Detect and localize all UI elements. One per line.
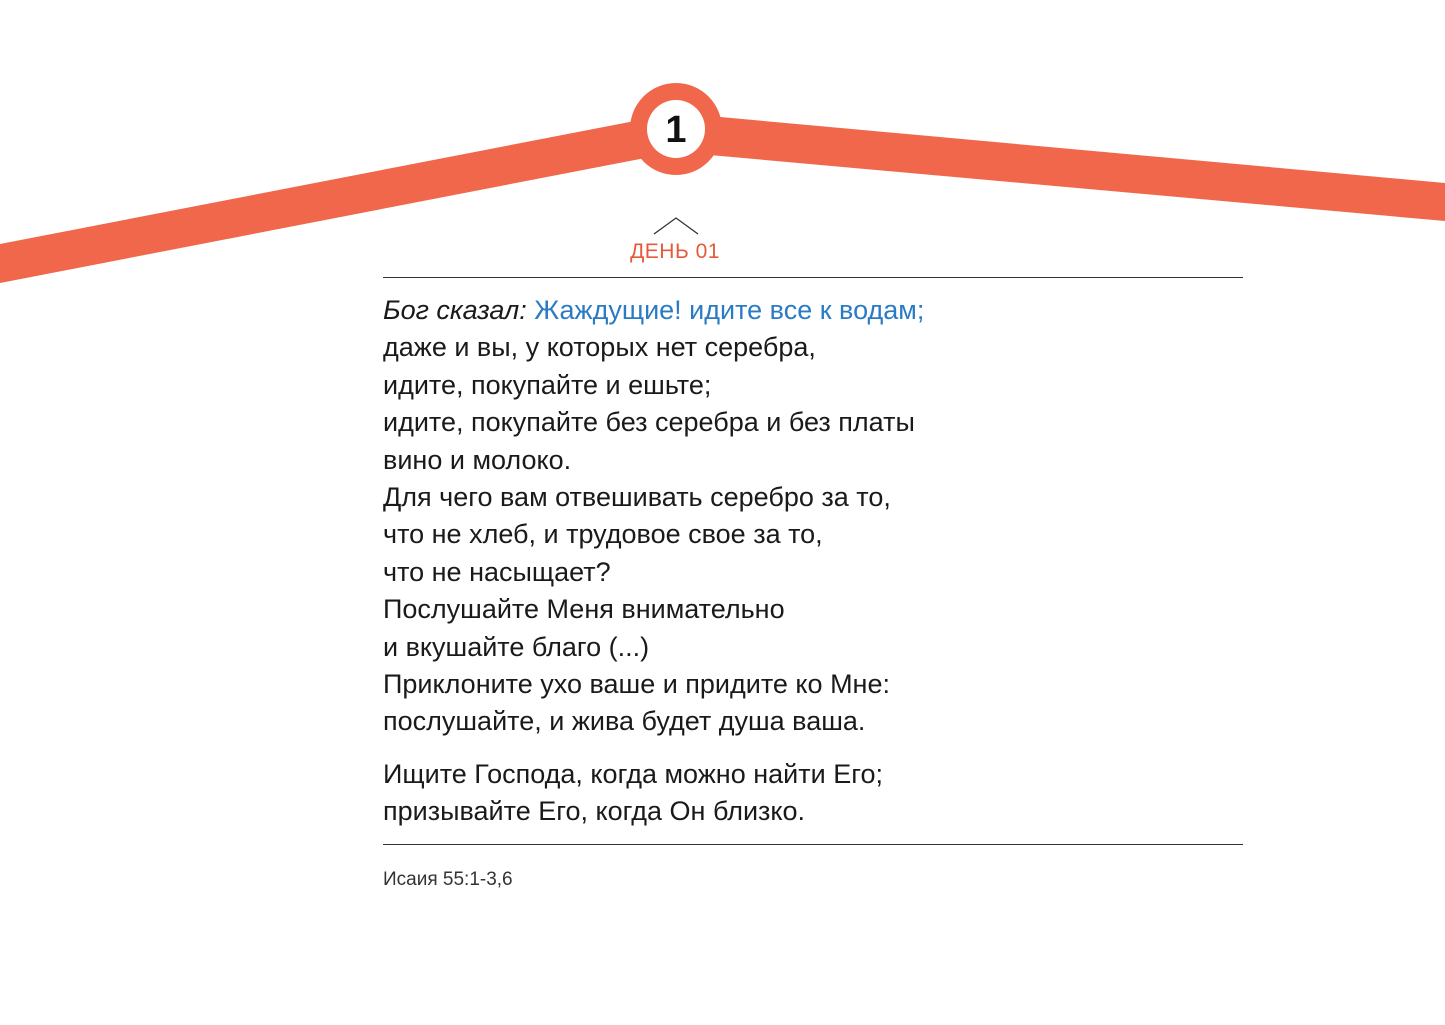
bottom-divider <box>383 844 1243 845</box>
verse-closing-line: Ищите Господа, когда можно найти Его; <box>383 758 883 789</box>
verse-highlight: Жаждущие! идите все к водам; <box>534 295 925 325</box>
verse-line: идите, покупайте и ешьте; <box>383 369 712 400</box>
verse-line: идите, покупайте без серебра и без платы <box>383 407 915 438</box>
verse-line: даже и вы, у которых нет серебра, <box>383 332 816 363</box>
verse-line: Для чего вам отвешивать серебро за то, <box>383 482 891 513</box>
verse-line: что не хлеб, и трудовое свое за то, <box>383 519 823 550</box>
caret-up-icon <box>654 218 698 234</box>
verse-first-line <box>383 292 1243 329</box>
verse-line: Послушайте Меня внимательно <box>383 594 785 625</box>
verse-line: и вкушайте благо (...) <box>383 631 650 662</box>
stanza-gap <box>383 741 1243 756</box>
verse-line: что не насыщает? <box>383 556 611 587</box>
verse-text <box>383 292 1243 831</box>
verse-line: вино и молоко. <box>383 444 572 475</box>
station-number: 1 <box>665 109 687 151</box>
top-divider <box>383 277 1243 278</box>
verse-line: послушайте, и жива будет душа ваша. <box>383 706 866 737</box>
day-label: ДЕНЬ 01 <box>630 240 720 263</box>
verse-intro: Бог сказал: <box>383 295 527 325</box>
scripture-reference: Исаия 55:1-3,6 <box>383 869 513 890</box>
verse-closing-line: призывайте Его, когда Он близко. <box>383 796 806 827</box>
verse-line: Приклоните ухо ваше и придите ко Мне: <box>383 669 890 700</box>
